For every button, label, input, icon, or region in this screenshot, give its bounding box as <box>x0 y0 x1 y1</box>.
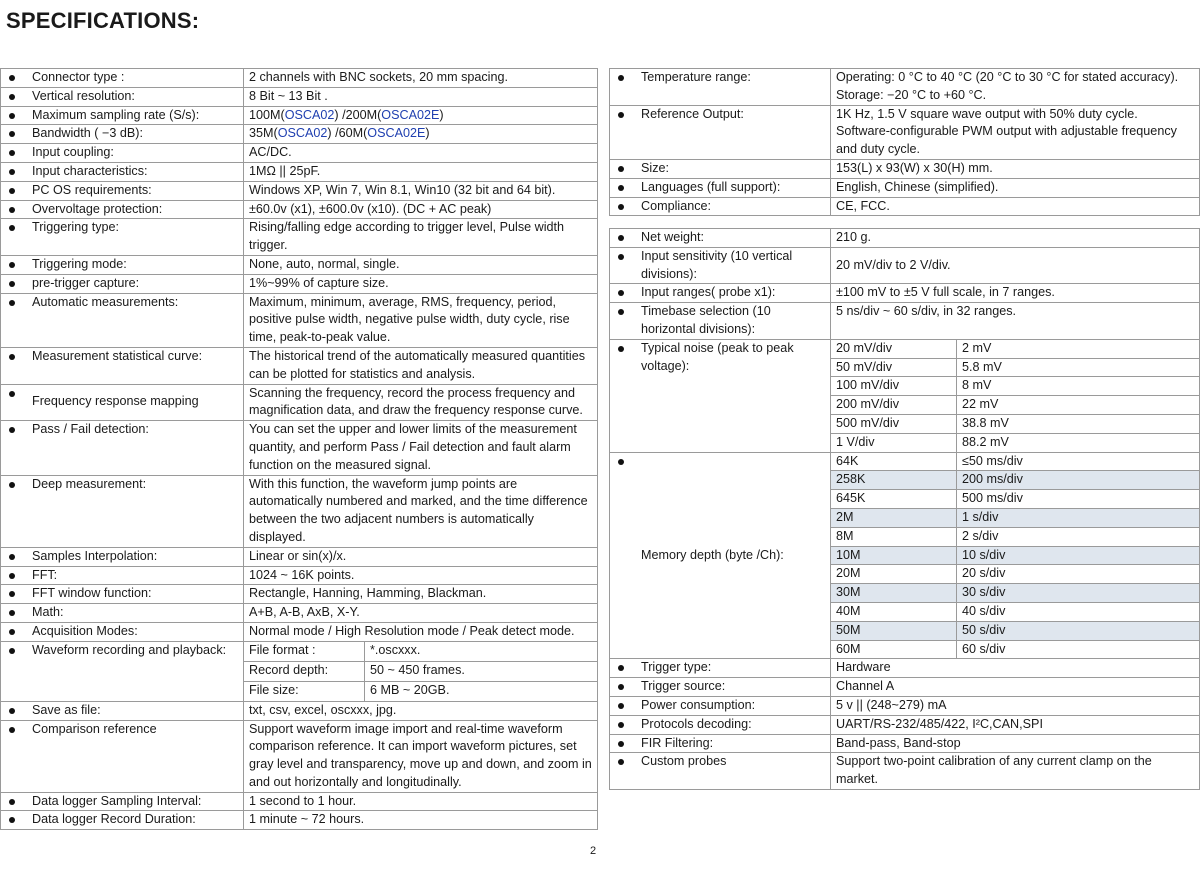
spec-label-cell <box>1 200 244 219</box>
spec-label: Reference Output: <box>641 106 744 121</box>
model-name: OSCA02E <box>381 107 440 122</box>
spec-label-cell <box>1 219 244 256</box>
bullet-icon <box>618 309 624 315</box>
spec-label-cell <box>610 659 831 678</box>
spec-label: Overvoltage protection: <box>32 201 163 216</box>
spec-row <box>610 178 1200 197</box>
spec-value: Linear or sin(x)/x. <box>244 547 598 566</box>
bullet-icon <box>618 112 624 118</box>
spec-row <box>610 105 1200 159</box>
spec-row <box>1 811 598 830</box>
memory-timebase: 500 ms/div <box>957 490 1200 509</box>
memory-timebase: 200 ms/div <box>957 471 1200 490</box>
spec-row <box>1 144 598 163</box>
memory-depth: 50M <box>831 621 957 640</box>
spec-label: Save as file: <box>32 702 101 717</box>
bullet-icon <box>9 591 15 597</box>
bullet-icon <box>9 629 15 635</box>
bullet-icon <box>618 204 624 210</box>
spec-row <box>610 659 1200 678</box>
spec-label: Trigger source: <box>641 679 726 694</box>
spec-row <box>1 547 598 566</box>
spec-label: FFT: <box>32 567 58 582</box>
spec-row <box>610 247 1200 284</box>
spec-label-cell <box>610 303 831 340</box>
spec-value: Rising/falling edge according to trigger level, Pulse width trigger. <box>244 219 598 256</box>
spec-row <box>1 255 598 274</box>
spec-label-cell <box>1 69 244 88</box>
spec-row <box>1 162 598 181</box>
bullet-icon <box>9 648 15 654</box>
spec-label: Trigger type: <box>641 660 712 675</box>
bullet-icon <box>9 131 15 137</box>
spec-value: ±100 mV to ±5 V full scale, in 7 ranges. <box>831 284 1200 303</box>
spec-value: AC/DC. <box>244 144 598 163</box>
noise-range: 1 V/div <box>831 433 957 452</box>
memory-depth: 2M <box>831 508 957 527</box>
spec-label-cell <box>1 144 244 163</box>
spec-value: Rectangle, Hanning, Hamming, Blackman. <box>244 585 598 604</box>
memory-timebase: 40 s/div <box>957 602 1200 621</box>
spec-value: With this function, the waveform jump points are automatically numbered and marked, and the time difference between the two adjacent numbers is automatically displayed. <box>244 475 598 547</box>
bullet-icon <box>9 427 15 433</box>
spec-value: Channel A <box>831 678 1200 697</box>
spec-label-cell <box>610 197 831 216</box>
spec-row <box>1 384 598 421</box>
sub-value: 6 MB ~ 20GB. <box>365 681 598 701</box>
spec-row <box>1 604 598 623</box>
spec-value: Support waveform image import and real-time waveform comparison reference. It can import waveform pictures, set gray level and transparency, move up and down, and zoom in and out horizontally and longitudinally. <box>244 720 598 792</box>
spec-label: Input coupling: <box>32 145 114 160</box>
bullet-icon <box>618 459 624 465</box>
spec-row <box>610 753 1200 790</box>
spec-label-cell <box>610 178 831 197</box>
bullet-icon <box>618 346 624 352</box>
spec-value: 1%~99% of capture size. <box>244 274 598 293</box>
bullet-icon <box>618 290 624 296</box>
spec-label-cell <box>610 105 831 159</box>
bullet-icon <box>9 799 15 805</box>
spec-label: Triggering mode: <box>32 256 127 271</box>
spec-label: Input ranges( probe x1): <box>641 285 776 300</box>
spec-label-cell <box>1 293 244 347</box>
sub-value: *.oscxxx. <box>365 641 598 661</box>
bullet-icon <box>618 741 624 747</box>
spec-label-cell <box>610 678 831 697</box>
bullet-icon <box>9 94 15 100</box>
memory-depth: 64K <box>831 452 957 471</box>
spec-row <box>1 421 598 475</box>
spec-value: 1 second to 1 hour. <box>244 792 598 811</box>
bullet-icon <box>9 113 15 119</box>
spec-row <box>1 701 598 720</box>
spec-label: Frequency response mapping <box>32 394 199 409</box>
bullet-icon <box>618 665 624 671</box>
spec-row <box>610 197 1200 216</box>
bullet-icon <box>618 254 624 260</box>
sub-value: 50 ~ 450 frames. <box>365 661 598 681</box>
spec-label: Deep measurement: <box>32 476 147 491</box>
noise-value: 2 mV <box>957 339 1200 358</box>
spec-label-cell <box>1 604 244 623</box>
noise-value: 88.2 mV <box>957 433 1200 452</box>
bullet-icon <box>9 354 15 360</box>
spec-label: Acquisition Modes: <box>32 623 138 638</box>
noise-range: 200 mV/div <box>831 396 957 415</box>
spec-row <box>1 181 598 200</box>
spec-value: UART/RS-232/485/422, I²C,CAN,SPI <box>831 715 1200 734</box>
spec-row <box>1 125 598 144</box>
bullet-icon <box>9 708 15 714</box>
spec-label: Samples Interpolation: <box>32 548 158 563</box>
spec-label-cell <box>1 347 244 384</box>
noise-range: 100 mV/div <box>831 377 957 396</box>
spec-label: Waveform recording and playback: <box>32 642 227 657</box>
spec-value: 20 mV/div to 2 V/div. <box>831 247 1200 284</box>
spec-label: Languages (full support): <box>641 179 781 194</box>
spec-label: pre-trigger capture: <box>32 275 140 290</box>
bullet-icon <box>9 554 15 560</box>
memory-depth: 8M <box>831 527 957 546</box>
spec-row <box>610 678 1200 697</box>
spec-label: Pass / Fail detection: <box>32 422 149 437</box>
spec-label: Math: <box>32 605 64 620</box>
spec-row <box>1 106 598 125</box>
spec-label-cell <box>1 87 244 106</box>
spec-label-cell <box>1 125 244 144</box>
spec-label: Input sensitivity (10 vertical divisions): <box>641 248 793 281</box>
spec-label-cell <box>1 421 244 475</box>
noise-value: 38.8 mV <box>957 414 1200 433</box>
memory-timebase: 2 s/div <box>957 527 1200 546</box>
spec-label: Size: <box>641 160 669 175</box>
bullet-icon <box>618 75 624 81</box>
spec-row <box>1 200 598 219</box>
memory-timebase: 1 s/div <box>957 508 1200 527</box>
spec-row <box>1 792 598 811</box>
memory-depth: 258K <box>831 471 957 490</box>
spec-row <box>1 566 598 585</box>
spec-value: Scanning the frequency, record the process frequency and magnification data, and draw the frequency response curve. <box>244 384 598 421</box>
spec-value: 8 Bit ~ 13 Bit . <box>244 87 598 106</box>
spec-row <box>1 293 598 347</box>
spec-row <box>1 219 598 256</box>
spec-label: Power consumption: <box>641 697 756 712</box>
spec-label-cell <box>1 701 244 720</box>
memory-row <box>610 452 1200 471</box>
noise-value: 22 mV <box>957 396 1200 415</box>
spec-label: Vertical resolution: <box>32 88 135 103</box>
noise-range: 500 mV/div <box>831 414 957 433</box>
spec-label: Automatic measurements: <box>32 294 179 309</box>
spec-label: Data logger Record Duration: <box>32 812 196 827</box>
spec-label-cell <box>1 274 244 293</box>
model-name: OSCA02E <box>367 126 426 141</box>
spec-label-cell <box>610 734 831 753</box>
spec-label: Comparison reference <box>32 721 157 736</box>
noise-range: 20 mV/div <box>831 339 957 358</box>
bullet-icon <box>618 759 624 765</box>
memory-depth: 30M <box>831 584 957 603</box>
spec-value: A+B, A-B, AxB, X-Y. <box>244 604 598 623</box>
spec-value: CE, FCC. <box>831 197 1200 216</box>
spec-value: ±60.0v (x1), ±600.0v (x10). (DC + AC peak) <box>244 200 598 219</box>
spec-row <box>1 641 598 661</box>
spec-label-cell <box>610 159 831 178</box>
spec-row <box>610 69 1200 106</box>
memory-depth: 10M <box>831 546 957 565</box>
spec-label: PC OS requirements: <box>32 182 152 197</box>
value-text: ) /200M( <box>334 107 382 122</box>
spec-value <box>244 125 598 144</box>
spec-row <box>610 696 1200 715</box>
spec-row <box>610 303 1200 340</box>
memory-depth: 60M <box>831 640 957 659</box>
memory-depth: 645K <box>831 490 957 509</box>
spec-label-cell <box>1 181 244 200</box>
spec-value: 153(L) x 93(W) x 30(H) mm. <box>831 159 1200 178</box>
spec-label: Maximum sampling rate (S/s): <box>32 107 200 122</box>
value-text: 100M( <box>249 107 285 122</box>
bullet-icon <box>9 573 15 579</box>
spec-label-cell <box>610 339 831 452</box>
spec-value <box>244 106 598 125</box>
spec-label-cell <box>1 566 244 585</box>
bullet-icon <box>618 235 624 241</box>
model-name: OSCA02 <box>277 126 328 141</box>
spec-label-cell <box>1 585 244 604</box>
bullet-icon <box>618 684 624 690</box>
spec-value: Band-pass, Band-stop <box>831 734 1200 753</box>
spec-value: Maximum, minimum, average, RMS, frequency, period, positive pulse width, negative pulse width, duty cycle, rise time, peak-to-peak value. <box>244 293 598 347</box>
spec-row <box>610 284 1200 303</box>
bullet-icon <box>9 281 15 287</box>
spec-label-cell <box>610 696 831 715</box>
spec-row <box>1 622 598 641</box>
spec-label: Connector type : <box>32 70 125 84</box>
value-text: ) <box>439 107 444 122</box>
spec-label-cell <box>1 720 244 792</box>
spec-label: Typical noise (peak to peak voltage): <box>641 340 794 373</box>
spec-value: Normal mode / High Resolution mode / Peak detect mode. <box>244 622 598 641</box>
spec-value: 1024 ~ 16K points. <box>244 566 598 585</box>
spec-row <box>1 87 598 106</box>
bullet-icon <box>9 817 15 823</box>
spec-label-cell <box>1 547 244 566</box>
spec-row <box>610 159 1200 178</box>
spec-label-cell <box>1 106 244 125</box>
spec-value: Hardware <box>831 659 1200 678</box>
spec-row <box>610 715 1200 734</box>
page-number: 2 <box>590 845 597 857</box>
spec-label: Timebase selection (10 horizontal divisions): <box>641 304 771 336</box>
memory-timebase: 10 s/div <box>957 546 1200 565</box>
memory-depth: 20M <box>831 565 957 584</box>
spec-value: Support two-point calibration of any current clamp on the market. <box>831 753 1200 790</box>
spec-label: Custom probes <box>641 754 727 769</box>
sub-label: Record depth: <box>244 661 365 681</box>
bullet-icon <box>9 225 15 231</box>
noise-value: 5.8 mV <box>957 358 1200 377</box>
spec-table-right-bottom <box>609 228 1200 790</box>
spec-row <box>1 720 598 792</box>
spec-label-cell <box>610 69 831 106</box>
spec-label-cell <box>610 284 831 303</box>
spec-label: Net weight: <box>641 230 704 244</box>
spec-value: 5 v || (248~279) mA <box>831 696 1200 715</box>
bullet-icon <box>618 722 624 728</box>
memory-timebase: 30 s/div <box>957 584 1200 603</box>
spec-label: Protocols decoding: <box>641 716 752 731</box>
spec-label: Data logger Sampling Interval: <box>32 793 202 808</box>
bullet-icon <box>9 391 15 397</box>
spec-value: The historical trend of the automatically measured quantities can be plotted for statistics and analysis. <box>244 347 598 384</box>
page-title: SPECIFICATIONS: <box>6 8 200 33</box>
model-name: OSCA02 <box>284 107 335 122</box>
bullet-icon <box>9 482 15 488</box>
spec-table-left <box>0 68 598 830</box>
spec-label: FFT window function: <box>32 586 152 601</box>
bullet-icon <box>618 185 624 191</box>
spec-row <box>1 69 598 88</box>
spec-value: 1K Hz, 1.5 V square wave output with 50% duty cycle. Software-configurable PWM output with adjustable frequency and duty cycle. <box>831 105 1200 159</box>
value-text: ) /60M( <box>327 126 368 141</box>
memory-timebase: 50 s/div <box>957 621 1200 640</box>
spec-row <box>1 347 598 384</box>
bullet-icon <box>618 703 624 709</box>
spec-value: Windows XP, Win 7, Win 8.1, Win10 (32 bit and 64 bit). <box>244 181 598 200</box>
spec-row <box>610 734 1200 753</box>
value-text: 35M( <box>249 126 278 141</box>
memory-timebase: ≤50 ms/div <box>957 452 1200 471</box>
spec-label-cell <box>610 247 831 284</box>
spec-label: Temperature range: <box>641 70 751 84</box>
sub-label: File size: <box>244 681 365 701</box>
spec-value: 210 g. <box>831 229 1200 248</box>
memory-timebase: 60 s/div <box>957 640 1200 659</box>
spec-label: Bandwidth ( −3 dB): <box>32 126 143 141</box>
spec-label: Compliance: <box>641 198 711 213</box>
sub-label: File format : <box>244 641 365 661</box>
spec-label-cell <box>610 229 831 248</box>
spec-value: You can set the upper and lower limits of the measurement quantity, and perform Pass / Fail detection and fault alarm function on the measured signal. <box>244 421 598 475</box>
spec-label: FIR Filtering: <box>641 735 714 750</box>
spec-label-cell <box>610 715 831 734</box>
spec-value: English, Chinese (simplified). <box>831 178 1200 197</box>
memory-timebase: 20 s/div <box>957 565 1200 584</box>
spec-label-cell <box>610 452 831 659</box>
spec-row <box>610 229 1200 248</box>
bullet-icon <box>9 262 15 268</box>
spec-label: Measurement statistical curve: <box>32 348 203 363</box>
spec-value: 5 ns/div ~ 60 s/div, in 32 ranges. <box>831 303 1200 340</box>
spec-label-cell <box>1 475 244 547</box>
noise-row <box>610 339 1200 358</box>
bullet-icon <box>9 150 15 156</box>
bullet-icon <box>9 207 15 213</box>
spec-value: 2 channels with BNC sockets, 20 mm spacing. <box>244 69 598 88</box>
spec-label-cell <box>1 622 244 641</box>
spec-label-cell <box>1 255 244 274</box>
spec-label-cell <box>610 753 831 790</box>
spec-value: 1 minute ~ 72 hours. <box>244 811 598 830</box>
spec-label-cell <box>1 162 244 181</box>
bullet-icon <box>9 188 15 194</box>
bullet-icon <box>9 610 15 616</box>
bullet-icon <box>9 727 15 733</box>
spec-label: Input characteristics: <box>32 163 148 178</box>
spec-label-cell <box>1 384 244 421</box>
bullet-icon <box>618 166 624 172</box>
bullet-icon <box>9 75 15 81</box>
bullet-icon <box>9 300 15 306</box>
bullet-icon <box>9 169 15 175</box>
spec-label-cell <box>1 792 244 811</box>
spec-table-right-top <box>609 68 1200 216</box>
spec-label-cell <box>1 811 244 830</box>
spec-label-cell <box>1 641 244 701</box>
spec-value: txt, csv, excel, oscxxx, jpg. <box>244 701 598 720</box>
spec-row <box>1 585 598 604</box>
memory-depth: 40M <box>831 602 957 621</box>
spec-value: None, auto, normal, single. <box>244 255 598 274</box>
spec-label: Triggering type: <box>32 220 120 235</box>
value-text: ) <box>425 126 430 141</box>
spec-value: 1MΩ || 25pF. <box>244 162 598 181</box>
noise-range: 50 mV/div <box>831 358 957 377</box>
spec-value: Operating: 0 °C to 40 °C (20 °C to 30 °C for stated accuracy). Storage: −20 °C to +60 °C. <box>831 69 1200 106</box>
spec-row <box>1 274 598 293</box>
spec-row <box>1 475 598 547</box>
spec-label: Memory depth (byte /Ch): <box>641 547 784 562</box>
noise-value: 8 mV <box>957 377 1200 396</box>
